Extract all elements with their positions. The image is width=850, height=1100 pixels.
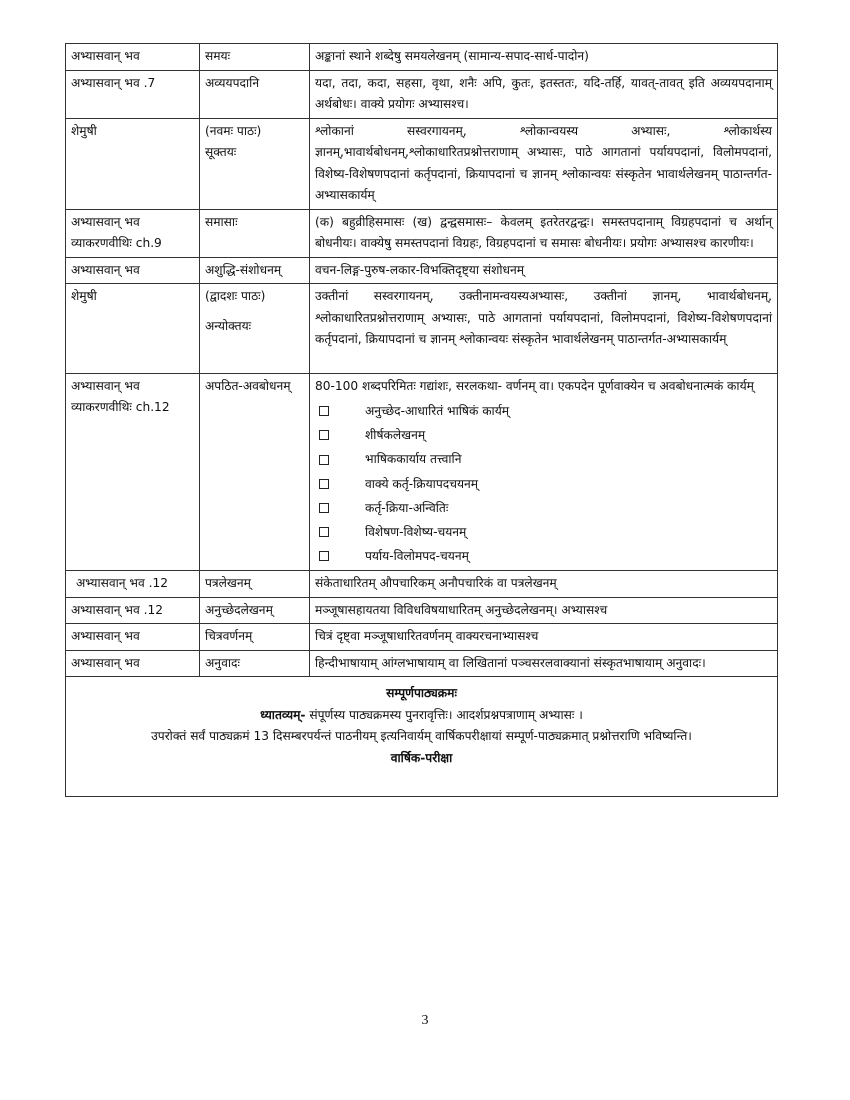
- list-item: विशेषण-विशेष्य-चयनम्: [315, 520, 772, 544]
- topic-cell: पत्रलेखनम्: [200, 571, 310, 598]
- summary-note: [71, 705, 772, 727]
- table-row: [66, 650, 778, 677]
- lesson-number: (द्वादशः पाठः): [205, 289, 266, 303]
- comprehension-description: 80-100 शब्दपरिमितः गद्यांशः, सरलकथा- वर्णनम् वा। एकपदेन पूर्णवाक्येन च अवबोधनात्मकं कार्यम्: [315, 378, 754, 393]
- checkbox-icon: [319, 551, 329, 561]
- content-cell: (क) बहुव्रीहिसमासः (ख) द्वन्द्वसमासः– केवलम् इतरेतरद्वन्द्वः। समस्तपदानाम् विग्रहपदानां च अर्थान् बोधनीयः। वाक्येषु समस्तपदानां विग्रहः, विग्रहपदानां च समासः बोधनीयः। प्रयोगः अभ्यासश्च कारणीयः।: [310, 209, 778, 257]
- table-row: [66, 284, 778, 374]
- table-row: [66, 70, 778, 118]
- book-cell: अभ्यासवान् भव: [66, 44, 200, 71]
- exam-title: वार्षिक-परीक्षा: [390, 750, 453, 765]
- content-cell: अङ्कानां स्थाने शब्देषु समयलेखनम् (सामान्य-सपाद-सार्ध-पादोन): [310, 44, 778, 71]
- topic-cell: समयः: [200, 44, 310, 71]
- comprehension-checklist: [315, 399, 772, 568]
- book-cell: अभ्यासवान् भव: [66, 624, 200, 651]
- book-cell: अभ्यासवान् भव: [66, 650, 200, 677]
- book-cell: अभ्यासवान् भव .12: [66, 571, 200, 598]
- book-cell: अभ्यासवान् भव: [66, 257, 200, 284]
- lesson-number: (नवमः पाठः): [205, 123, 262, 138]
- content-cell: उक्तीनां सस्वरगायनम्, उक्तीनामन्वयस्यअभ्यासः, उक्तीनां ज्ञानम्, भावार्थबोधनम्, श्लोकाधारितप्रश्नोत्तराणाम् अभ्यासः, पाठे आगतानां पर्यायपदानां, विलोमपदानां, विशेष्य-विशेषणपदानां कर्तृपदानां, क्रियापदानां च ज्ञानम् श्लोकान्वयः संस्कृतेन भावार्थलेखनम् पाठान्तर्गत-अभ्यासकार्यम्: [310, 284, 778, 374]
- summary-instruction: उपरोक्तं सर्वं पाठ्यक्रमं 13 दिसम्बरपर्यन्तं पाठनीयम् इत्यनिवार्यम् वार्षिकपरीक्षायां सम्पूर्ण-पाठ्यक्रमात् प्रश्नोत्तराणि भविष्यन्ति।: [151, 729, 692, 744]
- book-cell: अभ्यासवान् भव .7: [66, 70, 200, 118]
- content-cell: हिन्दीभाषायाम् आंग्लभाषायाम् वा लिखितानां पञ्चसरलवाक्यानां संस्कृतभाषायाम् अनुवादः।: [310, 650, 778, 677]
- table-row: [66, 373, 778, 571]
- topic-cell: समासाः: [200, 209, 310, 257]
- book-cell: [66, 209, 200, 257]
- summary-cell: [66, 677, 778, 797]
- checkbox-icon: [319, 430, 329, 440]
- content-cell: वचन-लिङ्ग-पुरुष-लकार-विभक्तिदृष्ट्या संशोधनम्: [310, 257, 778, 284]
- table-row: [66, 571, 778, 598]
- book-title: अभ्यासवान् भव: [71, 214, 140, 229]
- content-cell: [310, 373, 778, 571]
- checkbox-icon: [319, 406, 329, 416]
- table-row: [66, 118, 778, 209]
- topic-cell: अपठित-अवबोधनम्: [200, 373, 310, 571]
- content-cell: श्लोकानां सस्वरगायनम्, श्लोकान्वयस्य अभ्यासः, श्लोकार्थस्य ज्ञानम्,भावार्थबोधनम्,श्लोकाधारितप्रश्नोत्तराणाम् अभ्यासः, पाठे आगतानां पर्यायपदानां, विलोमपदानां, विशेष्य-विशेषणपदानां कर्तृपदानां, क्रियापदानां च ज्ञानम् श्लोकान्वयः संस्कृतेन भावार्थलेखनम् पाठान्तर्गत-अभ्यासकार्यम्: [310, 118, 778, 209]
- topic-cell: अनुच्छेदलेखनम्: [200, 597, 310, 624]
- syllabus-table: [65, 43, 778, 797]
- checkbox-icon: [319, 455, 329, 465]
- summary-note-label: ध्यातव्यम्-: [260, 707, 306, 722]
- summary-heading: सम्पूर्णपाठ्यक्रमः: [386, 686, 457, 701]
- list-item: वाक्ये कर्तृ-क्रियापदचयनम्: [315, 472, 772, 496]
- topic-cell: अव्ययपदानि: [200, 70, 310, 118]
- table-row: [66, 257, 778, 284]
- topic-cell: [200, 284, 310, 374]
- book-chapter: व्याकरणवीथिः ch.12: [71, 400, 170, 414]
- table-row: [66, 597, 778, 624]
- content-cell: संकेताधारितम् औपचारिकम् अनौपचारिकं वा पत्रलेखनम्: [310, 571, 778, 598]
- checkbox-icon: [319, 479, 329, 489]
- table-row: [66, 209, 778, 257]
- page-number: 3: [421, 1013, 429, 1028]
- lesson-title: सूक्तयः: [205, 145, 237, 159]
- list-item: भाषिककार्याय तत्त्वानि: [315, 447, 772, 471]
- content-cell: चित्रं दृष्ट्वा मञ्जूषाधारितवर्णनम् वाक्यरचनाभ्यासश्च: [310, 624, 778, 651]
- topic-cell: चित्रवर्णनम्: [200, 624, 310, 651]
- table-row: [66, 624, 778, 651]
- list-item: कर्तृ-क्रिया-अन्वितिः: [315, 496, 772, 520]
- content-cell: यदा, तदा, कदा, सहसा, वृथा, शनैः अपि, कुतः, इतस्ततः, यदि-तर्हि, यावत्-तावत् इति अव्ययपदानाम् अर्थबोधः। वाक्ये प्रयोगः अभ्यासश्च।: [310, 70, 778, 118]
- book-cell: अभ्यासवान् भव .12: [66, 597, 200, 624]
- summary-row: [66, 677, 778, 797]
- list-item: अनुच्छेद-आधारितं भाषिकं कार्यम्: [315, 399, 772, 423]
- topic-cell: अशुद्धि-संशोधनम्: [200, 257, 310, 284]
- list-item: शीर्षकलेखनम्: [315, 423, 772, 447]
- topic-cell: [200, 118, 310, 209]
- topic-cell: अनुवादः: [200, 650, 310, 677]
- book-cell: शेमुषी: [66, 284, 200, 374]
- book-cell: [66, 373, 200, 571]
- summary-note-text: संपूर्णस्य पाठ्यक्रमस्य पुनरावृत्तिः। आदर्शप्रश्नपत्राणाम् अभ्यासः ।: [305, 707, 583, 722]
- book-title: अभ्यासवान् भव: [71, 378, 140, 393]
- checkbox-icon: [319, 503, 329, 513]
- book-cell: शेमुषी: [66, 118, 200, 209]
- content-cell: मञ्जूषासहायतया विविधविषयाधारितम् अनुच्छेदलेखनम्। अभ्यासश्च: [310, 597, 778, 624]
- checkbox-icon: [319, 527, 329, 537]
- lesson-title: अन्योक्तयः: [205, 318, 252, 333]
- table-row: [66, 44, 778, 71]
- book-chapter: व्याकरणवीथिः ch.9: [71, 236, 162, 250]
- list-item: पर्याय-विलोमपद-चयनम्: [315, 544, 772, 568]
